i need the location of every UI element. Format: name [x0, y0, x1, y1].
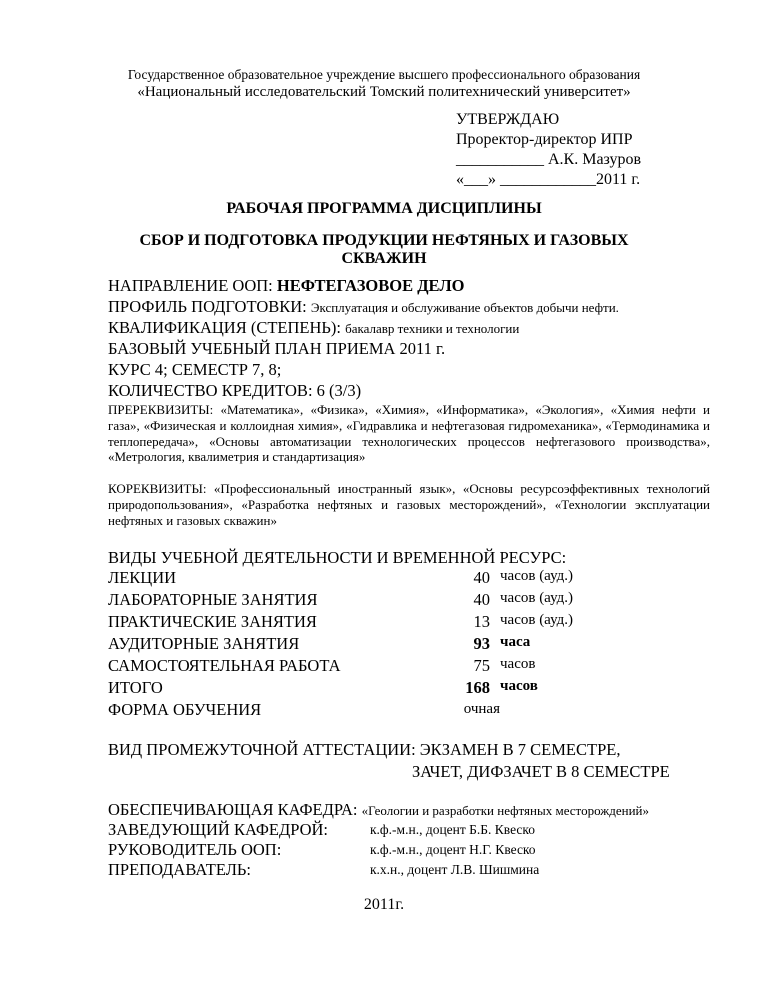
activity-unit: часов: [500, 656, 536, 672]
department-label: ОБЕСПЕЧИВАЮЩАЯ КАФЕДРА:: [108, 800, 362, 819]
department-row: [108, 800, 649, 820]
activity-row: [108, 568, 574, 588]
activity-form: очная: [463, 701, 500, 717]
activity-row: [108, 678, 538, 698]
course-row: КУРС 4; СЕМЕСТР 7, 8;: [108, 360, 282, 379]
activity-hours: 40: [473, 590, 490, 609]
activity-hours: 93: [473, 634, 490, 653]
activities-heading: ВИДЫ УЧЕБНОЙ ДЕЯТЕЛЬНОСТИ И ВРЕМЕННОЙ РЕСУРС:: [108, 548, 567, 567]
qualification-label: КВАЛИФИКАЦИЯ (СТЕПЕНЬ):: [108, 318, 346, 337]
profile-label: ПРОФИЛЬ ПОДГОТОВКИ:: [108, 297, 311, 316]
approver-signature: ___________ А.К. Мазуров: [456, 151, 642, 168]
profile-row: [108, 297, 619, 317]
credits-row: КОЛИЧЕСТВО КРЕДИТОВ: 6 (3/3): [108, 381, 362, 400]
activity-row: [108, 700, 500, 720]
direction-row: [108, 276, 464, 296]
attestation-line-2: ЗАЧЕТ, ДИФЗАЧЕТ В 8 СЕМЕСТРЕ: [412, 762, 670, 781]
department-value: «Геологии и разработки нефтяных месторождений»: [361, 803, 649, 818]
qualification-value: бакалавр техники и технологии: [345, 321, 520, 336]
activity-label: ПРАКТИЧЕСКИЕ ЗАНЯТИЯ: [108, 612, 317, 631]
attestation-line-1: ВИД ПРОМЕЖУТОЧНОЙ АТТЕСТАЦИИ: ЭКЗАМЕН В 7 СЕМЕСТРЕ,: [108, 740, 621, 759]
activity-hours: 40: [473, 568, 490, 587]
teacher-label: ПРЕПОДАВАТЕЛЬ:: [108, 860, 251, 879]
approve-label: УТВЕРЖДАЮ: [456, 111, 560, 128]
activity-row: [108, 590, 574, 610]
teacher-row: [108, 860, 708, 880]
plan-row: БАЗОВЫЙ УЧЕБНЫЙ ПЛАН ПРИЕМА 2011 г.: [108, 339, 446, 358]
activity-hours: 168: [465, 678, 490, 697]
corequisites-text: КОРЕКВИЗИТЫ: «Профессиональный иностранный язык», «Основы ресурсоэффективных технологий природопользования», «Разработка нефтяных и газовых месторождений», «Технологии эксплуатации нефтяных и газовых скважин»: [108, 481, 710, 528]
activity-row: [108, 656, 536, 676]
direction-value: НЕФТЕГАЗОВОЕ ДЕЛО: [276, 276, 465, 295]
discipline-title-line-2: СКВАЖИН: [341, 250, 427, 267]
activity-row: [108, 612, 574, 632]
prerequisites-text: ПРЕРЕКВИЗИТЫ: «Математика», «Физика», «Химия», «Информатика», «Экология», «Химия нефти и газа», «Физическая и коллоидная химия», «Гидравлика и нефтегазовая гидромеханика», «Термодинамика и теплопередача», «Основы автоматизации технологических процессов нефтегазового производства», «Метрология, квалиметрия и стандартизация»: [108, 402, 710, 465]
approver-position: Проректор-директор ИПР: [456, 131, 633, 148]
activity-hours: 13: [473, 612, 490, 631]
institution-line-2: «Национальный исследовательский Томский политехнический университет»: [137, 84, 631, 100]
activity-label: ЛЕКЦИИ: [108, 568, 177, 587]
footer-year: 2011г.: [363, 896, 405, 913]
institution-line-1: Государственное образовательное учреждение высшего профессионального образования: [127, 67, 641, 82]
activity-unit: часа: [500, 634, 531, 650]
leader-label: РУКОВОДИТЕЛЬ ООП:: [108, 840, 282, 859]
activity-row: [108, 634, 531, 654]
approval-date: «___» ____________2011 г.: [456, 171, 641, 188]
activity-unit: часов (ауд.): [500, 612, 574, 628]
qualification-row: [108, 318, 519, 338]
activity-label: ЛАБОРАТОРНЫЕ ЗАНЯТИЯ: [108, 590, 318, 609]
activity-unit: часов (ауд.): [500, 568, 574, 584]
activity-label: ФОРМА ОБУЧЕНИЯ: [108, 700, 262, 719]
teacher-value: к.х.н., доцент Л.В. Шишмина: [370, 862, 540, 877]
leader-row: [108, 840, 708, 860]
discipline-title-line-1: СБОР И ПОДГОТОВКА ПРОДУКЦИИ НЕФТЯНЫХ И ГАЗОВЫХ: [139, 232, 629, 249]
profile-value: Эксплуатация и обслуживание объектов добычи нефти.: [310, 300, 619, 315]
activity-unit: часов (ауд.): [500, 590, 574, 606]
corequisites-paragraph: [108, 481, 710, 528]
activity-hours: 75: [473, 656, 490, 675]
direction-label: НАПРАВЛЕНИЕ ООП:: [108, 276, 277, 295]
program-title: РАБОЧАЯ ПРОГРАММА ДИСЦИПЛИНЫ: [226, 200, 542, 217]
prerequisites-paragraph: [108, 402, 710, 465]
activity-label: АУДИТОРНЫЕ ЗАНЯТИЯ: [108, 634, 300, 653]
head-value: к.ф.-м.н., доцент Б.Б. Квеско: [370, 822, 536, 837]
activity-label: ИТОГО: [108, 678, 163, 697]
activity-unit: часов: [500, 678, 538, 694]
leader-value: к.ф.-м.н., доцент Н.Г. Квеско: [370, 842, 536, 857]
head-label: ЗАВЕДУЮЩИЙ КАФЕДРОЙ:: [108, 820, 329, 839]
head-row: [108, 820, 708, 840]
activity-label: САМОСТОЯТЕЛЬНАЯ РАБОТА: [108, 656, 341, 675]
